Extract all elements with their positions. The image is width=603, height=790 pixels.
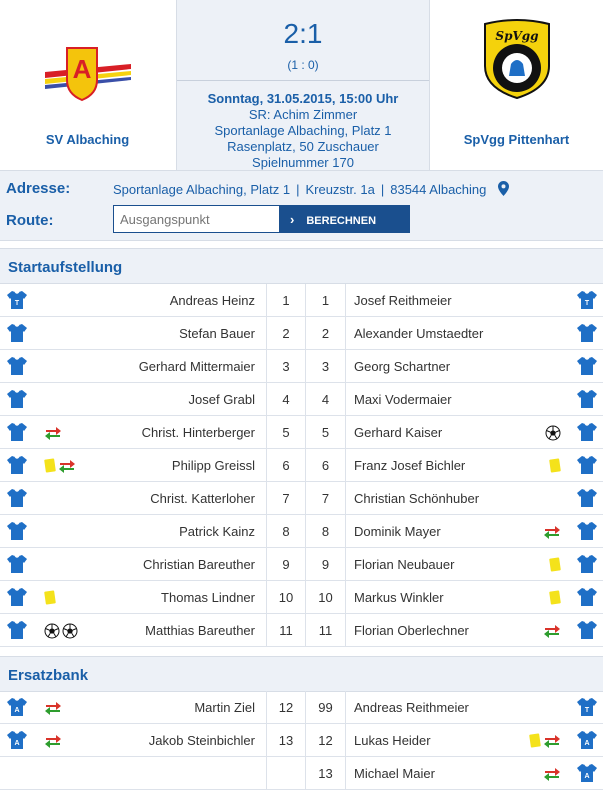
jersey-icon	[6, 521, 28, 541]
yellow-card-icon	[549, 458, 561, 473]
home-player-number: 6	[266, 449, 306, 482]
pitch-info: Rasenplatz, 50 Zuschauer	[227, 139, 379, 154]
jersey-icon	[6, 422, 28, 442]
jersey-icon	[576, 521, 598, 541]
home-player-name[interactable]: Christ. Katterloher	[150, 491, 255, 506]
route-start-input[interactable]	[113, 205, 280, 233]
home-player-events	[44, 724, 62, 757]
jersey-icon	[576, 290, 598, 310]
away-player-name[interactable]: Florian Neubauer	[354, 557, 455, 572]
home-player-name[interactable]: Thomas Lindner	[161, 590, 255, 605]
substitution-icon	[543, 767, 561, 781]
away-player-name[interactable]: Markus Winkler	[354, 590, 444, 605]
away-player-events	[543, 614, 561, 647]
jersey-icon	[576, 356, 598, 376]
home-player-events	[44, 691, 62, 724]
substitution-icon	[58, 459, 76, 473]
jersey-icon	[576, 488, 598, 508]
lineup-row	[0, 284, 603, 317]
goal-ball-icon	[44, 623, 60, 639]
svg-text:A: A	[14, 740, 20, 747]
svg-text:T: T	[584, 300, 590, 307]
away-player-number: 6	[306, 449, 346, 482]
jersey-icon	[576, 455, 598, 475]
home-player-name[interactable]: Patrick Kainz	[179, 524, 255, 539]
away-player-name[interactable]: Andreas Reithmeier	[354, 700, 469, 715]
away-player-number: 7	[306, 482, 346, 515]
substitution-icon	[44, 426, 62, 440]
substitution-icon	[44, 701, 62, 715]
score-box	[176, 0, 430, 170]
match-header	[0, 0, 603, 170]
home-player-number: 7	[266, 482, 306, 515]
lineup-row	[0, 757, 603, 790]
home-player-number: 2	[266, 317, 306, 350]
jersey-icon	[6, 356, 28, 376]
home-player-events	[44, 614, 78, 647]
lineup-row	[0, 416, 603, 449]
game-number: Spielnummer 170	[252, 155, 354, 170]
away-team[interactable]	[430, 0, 603, 170]
jersey-icon	[576, 422, 598, 442]
jersey-icon	[576, 323, 598, 343]
lineup-row	[0, 515, 603, 548]
calculate-route-button[interactable]	[280, 205, 410, 233]
home-team[interactable]	[0, 0, 175, 170]
address-street: Kreuzstr. 1a	[305, 182, 375, 197]
jersey-icon	[6, 290, 28, 310]
home-player-number	[266, 757, 306, 790]
away-player-events	[529, 724, 561, 757]
home-player-name[interactable]: Christian Bareuther	[143, 557, 255, 572]
divider	[177, 80, 429, 81]
home-player-number: 4	[266, 383, 306, 416]
bench-section-title: Ersatzbank	[0, 656, 603, 692]
jersey-icon	[576, 587, 598, 607]
away-player-number: 3	[306, 350, 346, 383]
goal-ball-icon	[62, 623, 78, 639]
home-player-number: 8	[266, 515, 306, 548]
jersey-icon	[576, 730, 598, 750]
lineup-row	[0, 350, 603, 383]
away-player-events	[543, 515, 561, 548]
away-player-number: 8	[306, 515, 346, 548]
away-player-name[interactable]: Florian Oberlechner	[354, 623, 469, 638]
away-player-name[interactable]: Franz Josef Bichler	[354, 458, 466, 473]
home-team-logo	[43, 42, 133, 102]
substitution-icon	[543, 525, 561, 539]
jersey-icon	[576, 763, 598, 783]
substitution-icon	[44, 734, 62, 748]
away-player-name[interactable]: Josef Reithmeier	[354, 293, 452, 308]
lineup-row	[0, 548, 603, 581]
home-team-name[interactable]: SV Albaching	[45, 132, 130, 147]
away-player-number: 1	[306, 284, 346, 317]
route-label: Route:	[6, 212, 54, 229]
away-player-name[interactable]: Georg Schartner	[354, 359, 451, 374]
address-label: Adresse:	[6, 180, 71, 197]
home-player-number: 11	[266, 614, 306, 647]
yellow-card-icon	[549, 590, 561, 605]
home-player-number: 13	[266, 724, 306, 757]
jersey-icon	[6, 620, 28, 640]
lineup-row	[0, 691, 603, 724]
away-player-number: 12	[306, 724, 346, 757]
home-player-name[interactable]: Martin Ziel	[194, 700, 255, 715]
jersey-icon	[6, 455, 28, 475]
jersey-icon	[6, 389, 28, 409]
jersey-icon	[576, 389, 598, 409]
home-player-number: 9	[266, 548, 306, 581]
address-bar	[0, 170, 603, 241]
home-player-number: 5	[266, 416, 306, 449]
away-player-name[interactable]: Dominik Mayer	[354, 524, 441, 539]
jersey-icon	[6, 323, 28, 343]
lineup-row	[0, 614, 603, 647]
away-player-number: 10	[306, 581, 346, 614]
calculate-route-label: BERECHNEN	[306, 214, 377, 227]
jersey-icon	[6, 488, 28, 508]
home-player-events	[44, 581, 56, 614]
jersey-icon	[6, 554, 28, 574]
home-player-events	[44, 416, 62, 449]
address-venue: Sportanlage Albaching, Platz 1	[113, 182, 291, 197]
away-player-number: 9	[306, 548, 346, 581]
home-player-number: 10	[266, 581, 306, 614]
match-date: Sonntag, 31.05.2015, 15:00 Uhr	[207, 91, 399, 106]
home-player-number: 1	[266, 284, 306, 317]
away-player-events	[549, 449, 561, 482]
chevron-right-icon: ›	[290, 211, 295, 227]
jersey-icon	[6, 587, 28, 607]
away-player-name[interactable]: Alexander Umstaedter	[354, 326, 484, 341]
lineup-row	[0, 383, 603, 416]
away-player-number: 99	[306, 691, 346, 724]
match-info	[177, 91, 429, 171]
away-player-events	[543, 757, 561, 790]
home-player-name[interactable]: Matthias Bareuther	[145, 623, 255, 638]
svg-text:A: A	[72, 54, 91, 84]
lineup-table	[0, 284, 603, 647]
yellow-card-icon	[44, 590, 56, 605]
svg-text:T: T	[584, 707, 590, 714]
separator: |	[296, 182, 300, 197]
separator: |	[380, 182, 385, 197]
address-city: 83544 Albaching	[390, 182, 487, 197]
away-player-events	[549, 581, 561, 614]
home-player-number: 3	[266, 350, 306, 383]
lineup-row	[0, 724, 603, 757]
home-player-name[interactable]: Philipp Greissl	[171, 458, 255, 473]
home-player-name[interactable]: Stefan Bauer	[179, 326, 255, 341]
venue: Sportanlage Albaching, Platz 1	[214, 123, 392, 138]
away-team-name[interactable]: SpVgg Pittenhart	[463, 132, 570, 147]
svg-text:A: A	[584, 740, 590, 747]
lineup-row	[0, 449, 603, 482]
home-player-events	[44, 449, 76, 482]
jersey-icon	[6, 697, 28, 717]
home-player-name[interactable]: Andreas Heinz	[169, 293, 255, 308]
address-text[interactable]	[113, 181, 509, 197]
home-player-name[interactable]: Josef Grabl	[188, 392, 255, 407]
jersey-icon	[576, 697, 598, 717]
away-player-name[interactable]: Michael Maier	[354, 766, 435, 781]
lineup-row	[0, 317, 603, 350]
yellow-card-icon	[529, 733, 541, 748]
away-player-number: 4	[306, 383, 346, 416]
halftime-score: (1 : 0)	[287, 58, 319, 72]
away-player-number: 2	[306, 317, 346, 350]
goal-ball-icon	[545, 425, 561, 441]
referee: SR: Achim Zimmer	[248, 107, 358, 122]
jersey-icon	[6, 730, 28, 750]
away-team-logo	[481, 18, 553, 100]
svg-text:T: T	[14, 300, 20, 307]
away-player-events	[545, 416, 561, 449]
away-player-name[interactable]: Christian Schönhuber	[354, 491, 480, 506]
map-pin-icon[interactable]	[498, 181, 509, 196]
final-score: 2:1	[283, 18, 323, 49]
home-player-name[interactable]: Christ. Hinterberger	[141, 425, 255, 440]
away-player-events	[549, 548, 561, 581]
away-player-number: 13	[306, 757, 346, 790]
substitution-icon	[543, 624, 561, 638]
lineup-row	[0, 482, 603, 515]
jersey-icon	[576, 620, 598, 640]
away-player-number: 5	[306, 416, 346, 449]
substitution-icon	[543, 734, 561, 748]
away-player-name[interactable]: Maxi Vodermaier	[354, 392, 452, 407]
away-player-number: 11	[306, 614, 346, 647]
yellow-card-icon	[549, 557, 561, 572]
svg-text:A: A	[584, 773, 590, 780]
away-player-name[interactable]: Lukas Heider	[354, 733, 431, 748]
bench-table	[0, 691, 603, 790]
home-player-name[interactable]: Gerhard Mittermaier	[138, 359, 255, 374]
yellow-card-icon	[44, 458, 56, 473]
home-player-name[interactable]: Jakob Steinbichler	[148, 733, 255, 748]
svg-text:SpVgg: SpVgg	[494, 29, 539, 43]
lineup-section-title: Startaufstellung	[0, 248, 603, 284]
away-player-name[interactable]: Gerhard Kaiser	[354, 425, 443, 440]
svg-text:A: A	[14, 707, 20, 714]
jersey-icon	[576, 554, 598, 574]
home-player-number: 12	[266, 691, 306, 724]
lineup-row	[0, 581, 603, 614]
